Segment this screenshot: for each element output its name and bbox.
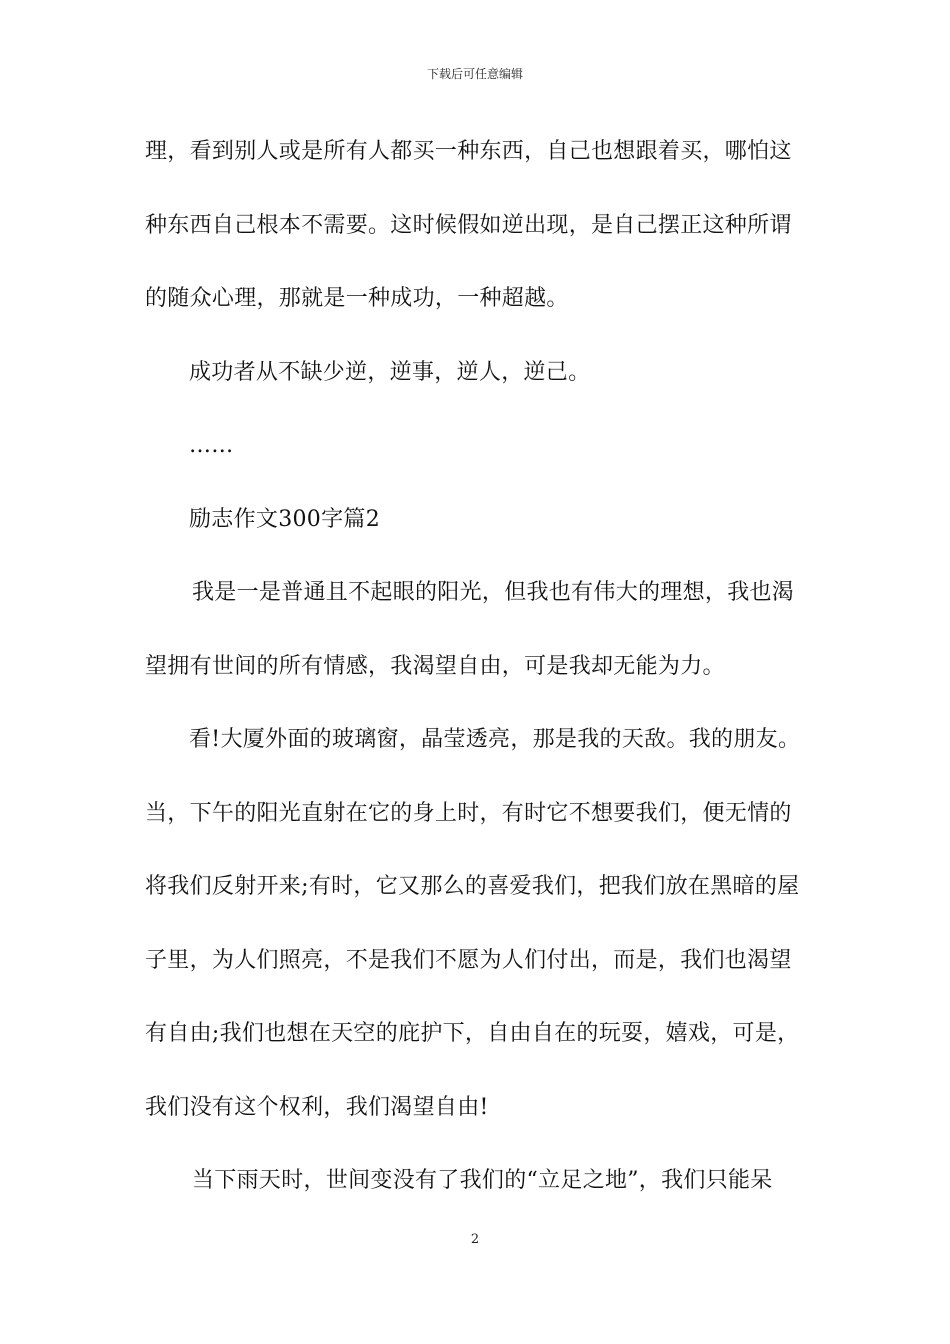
text-line-2: 种东西自己根本不需要。这时候假如逆出现，是自己摆正这种所谓 [145, 212, 792, 238]
text-line-12: 子里，为人们照亮，不是我们不愿为人们付出，而是，我们也渴望 [145, 947, 792, 973]
page-header: 下载后可任意编辑 [426, 67, 523, 81]
text-line-7: 我是一是普通且不起眼的阳光，但我也有伟大的理想，我也渴 [192, 580, 795, 605]
document-body [145, 128, 810, 1231]
text-line-8: 望拥有世间的所有情感，我渴望自由，可是我却无能为力。 [145, 653, 725, 679]
paragraph-success: 成功者从不缺少逆，逆事，逆人，逆己。 [189, 359, 591, 385]
text-line-10: 当，下午的阳光直射在它的身上时，有时它不想要我们，便无情的 [145, 800, 792, 826]
text-line-11: 将我们反射开来;有时，它又那么的喜爱我们，把我们放在黑暗的屋 [145, 874, 800, 899]
ellipsis: …… [189, 433, 234, 458]
text-line-14: 我们没有这个权利，我们渴望自由! [145, 1094, 489, 1120]
text-line-1: 理，看到别人或是所有人都买一种东西，自己也想跟着买，哪怕这 [145, 139, 792, 164]
text-line-3: 的随众心理，那就是一种成功，一种超越。 [145, 286, 569, 311]
section-title: 励志作文300字篇2 [189, 506, 380, 532]
page-number: 2 [470, 1232, 480, 1247]
text-line-13: 有自由;我们也想在天空的庇护下，自由自在的玩耍，嬉戏，可是， [145, 1021, 800, 1046]
text-line-15: 当下雨天时，世间变没有了我们的“立足之地”，我们只能呆 [192, 1168, 773, 1193]
text-line-9: 看!大厦外面的玻璃窗，晶莹透亮，那是我的天敌。我的朋友。 [189, 727, 801, 752]
